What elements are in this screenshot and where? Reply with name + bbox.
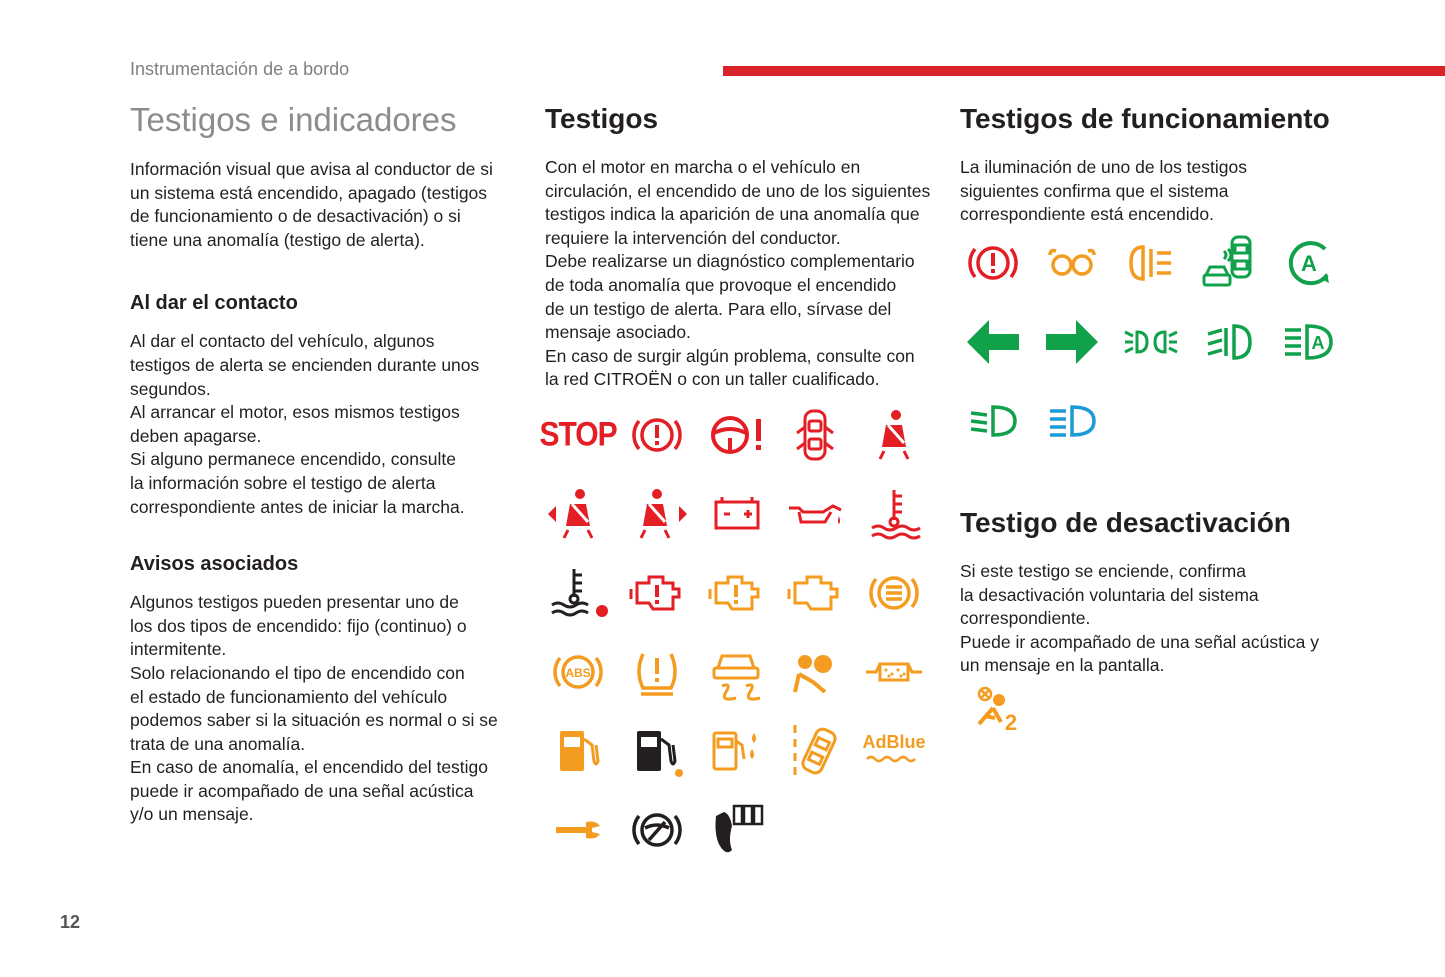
park-assist-icon bbox=[1200, 233, 1260, 293]
deactivation-paragraph: Si este testigo se enciende, confirma la desactivación voluntaria del sistema correspondiente. Puede ir acompañado de una señal acústica y un mensaje en la pantalla. bbox=[960, 561, 1319, 676]
rear-fog-icon bbox=[1121, 233, 1181, 293]
red-rule bbox=[723, 66, 1445, 76]
brake-warning-icon bbox=[627, 405, 687, 465]
tyre-pressure-icon bbox=[627, 642, 687, 702]
function-column bbox=[960, 100, 1350, 227]
main-beam-icon bbox=[1042, 391, 1102, 451]
page-number: 12 bbox=[60, 912, 81, 932]
stop-start-icon bbox=[1279, 233, 1339, 293]
parking-brake-icon bbox=[963, 233, 1023, 293]
brake-pad-icon bbox=[864, 563, 924, 623]
glow-plug-icon bbox=[1042, 233, 1102, 293]
deactivation-section bbox=[960, 504, 1350, 678]
stop-label: STOP bbox=[539, 415, 617, 454]
stability-control-icon bbox=[706, 642, 766, 702]
fuel-level-icon bbox=[627, 721, 687, 781]
adblue-icon bbox=[864, 721, 924, 781]
svg-text:A: A bbox=[1311, 333, 1325, 353]
power-steering-icon bbox=[706, 405, 766, 465]
abs-icon bbox=[548, 642, 608, 702]
deactivation-title: Testigo de desactivación bbox=[960, 507, 1291, 538]
fuel-low-icon bbox=[548, 721, 608, 781]
section-text-contacto: Al dar el contacto del vehículo, algunos testigos de alerta se encienden durante unos segundos. Al arrancar el motor, esos mismos testigos deben apagarse. Si alguno permanece encendido, consulte la información sobre el testigo de alerta correspondiente antes de iniciar la marcha. bbox=[130, 331, 480, 517]
door-open-icon bbox=[785, 405, 845, 465]
passenger-airbag-icon bbox=[785, 642, 845, 702]
front-fog-icon bbox=[1200, 312, 1260, 372]
seatbelt-right-icon bbox=[627, 484, 687, 544]
coolant-temperature-icon bbox=[864, 484, 924, 544]
function-paragraph: La iluminación de uno de los testigos siguientes confirma que el sistema correspondiente está encendido. bbox=[960, 157, 1247, 225]
auto-lights-icon bbox=[1279, 312, 1339, 372]
service-wrench-icon bbox=[548, 800, 608, 860]
side-lights-icon bbox=[1121, 312, 1181, 372]
coolant-temperature-dot-icon bbox=[548, 563, 608, 623]
water-in-diesel-icon bbox=[706, 721, 766, 781]
warning-paragraph: Con el motor en marcha o el vehículo en circulación, el encendido de uno de los siguientes testigos indica la aparición de una anomalía que requiere la intervención del conductor. Debe realizarse un diagnóstico complementario de toda anomalía que provoque el encendido de un testigo de alerta. Para ello, sírvase del mensaje asociado. En caso de surgir algún problema, consulte con la red CITROËN o con un taller cualificado. bbox=[545, 157, 931, 390]
battery-icon bbox=[706, 484, 766, 544]
running-head: Instrumentación de a bordo bbox=[130, 59, 350, 79]
function-title: Testigos de funcionamiento bbox=[960, 103, 1330, 134]
warning-title: Testigos bbox=[545, 103, 659, 134]
warning-column bbox=[545, 100, 935, 392]
lane-departure-icon bbox=[785, 721, 845, 781]
turn-left-icon bbox=[963, 312, 1023, 372]
dipped-beam-icon bbox=[963, 391, 1023, 451]
airbag-off-label: 2 bbox=[1004, 710, 1018, 735]
steering-lock-icon bbox=[627, 800, 687, 860]
turn-right-icon bbox=[1042, 312, 1102, 372]
intro-paragraph: Información visual que avisa al conductor de si un sistema está encendido, apagado (testigos de funcionamiento o de desactivación) o si tiene una anomalía (testigo de alerta). bbox=[130, 159, 493, 250]
svg-text:ABS: ABS bbox=[565, 666, 591, 680]
oil-pressure-icon bbox=[785, 484, 845, 544]
adblue-label: AdBlue bbox=[862, 732, 926, 752]
section-title-avisos: Avisos asociados bbox=[130, 553, 299, 576]
seatbelt-icon bbox=[864, 405, 924, 465]
foot-on-pedal-icon bbox=[706, 800, 766, 860]
stop-icon bbox=[539, 405, 617, 465]
airbag-off-icon bbox=[965, 680, 1025, 740]
section-text-avisos: Algunos testigos pueden presentar uno de los dos tipos de encendido: fijo (continuo) o intermitente. Solo relacionando el tipo de encendido con el estado de funcionamiento del vehículo podemos saber si la situación es normal o si se trata de una anomalía. En caso de anomalía, el encendido del testigo puede ir acompañado de una señal acústica y/o un mensaje. bbox=[130, 592, 498, 825]
engine-warning-icon bbox=[706, 563, 766, 623]
engine-check-icon bbox=[785, 563, 845, 623]
engine-red-icon bbox=[627, 563, 687, 623]
svg-text:A: A bbox=[1301, 251, 1317, 276]
section-title-contacto: Al dar el contacto bbox=[130, 292, 298, 315]
page-title: Testigos e indicadores bbox=[130, 101, 457, 138]
intro-column bbox=[130, 100, 520, 827]
particle-filter-icon bbox=[864, 642, 924, 702]
seatbelt-left-icon bbox=[548, 484, 608, 544]
